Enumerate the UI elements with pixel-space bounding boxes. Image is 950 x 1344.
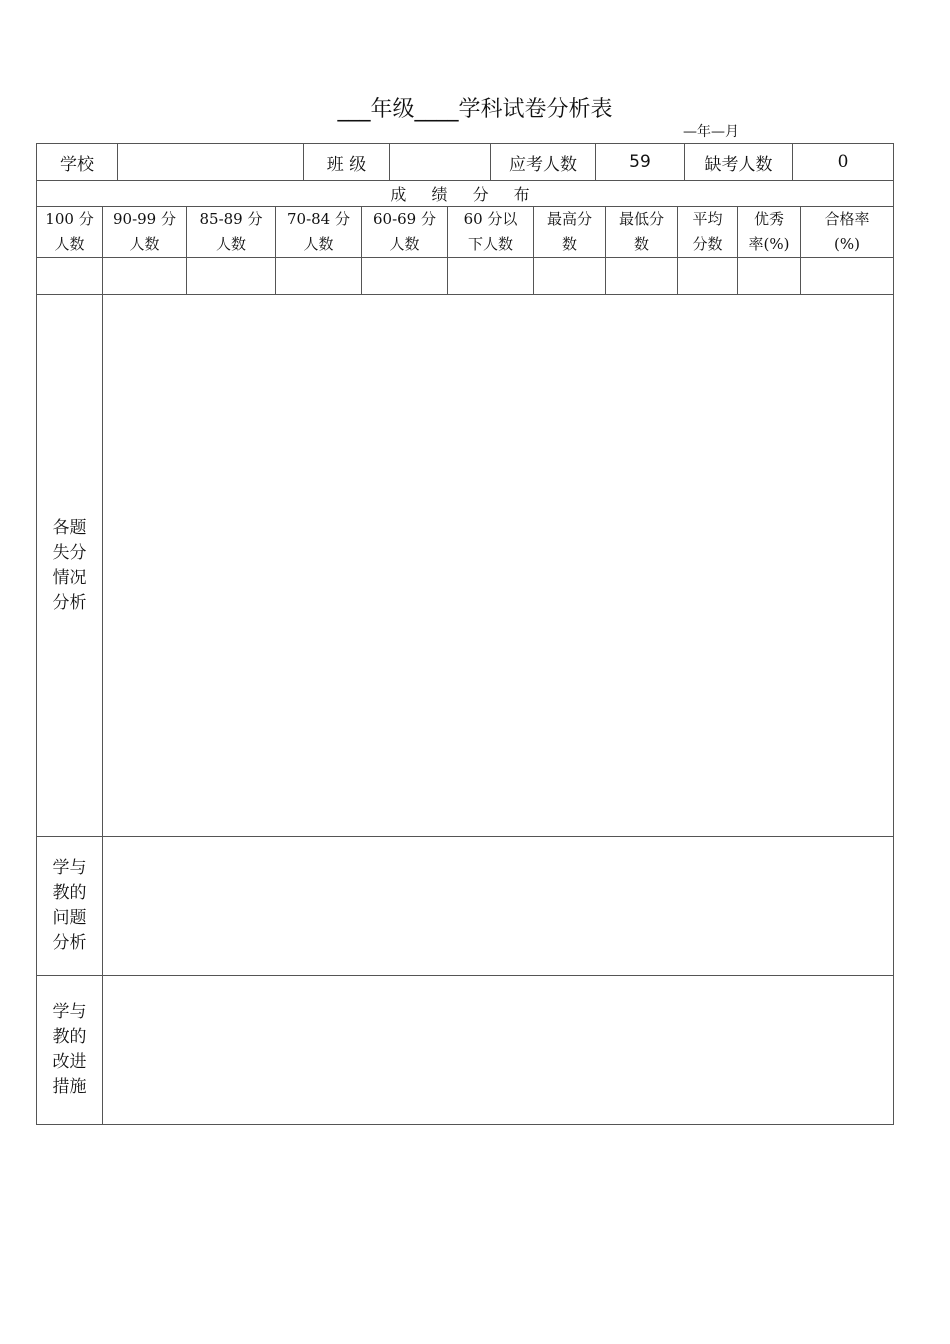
section-label-improvement bbox=[37, 976, 103, 1125]
analysis-table bbox=[36, 180, 894, 1125]
column-header-line: 最高分 bbox=[546, 210, 592, 228]
column-header-8 bbox=[678, 207, 738, 258]
data-cell-2[interactable] bbox=[187, 258, 276, 295]
date-line: —年—月 bbox=[683, 124, 739, 140]
column-header-line: 优秀 bbox=[753, 210, 784, 228]
column-header-line: 最低分 bbox=[618, 210, 664, 228]
class-value-cell[interactable] bbox=[390, 144, 491, 181]
column-header-line: 人数 bbox=[303, 235, 334, 253]
absent-label: 缺考人数 bbox=[685, 144, 793, 181]
school-value-cell[interactable] bbox=[118, 144, 304, 181]
section-label-line: 分析 bbox=[52, 592, 87, 613]
column-header-4 bbox=[362, 207, 448, 258]
absent-value[interactable]: 0 bbox=[793, 144, 894, 181]
section-label-line: 学与 bbox=[52, 1002, 87, 1022]
school-label: 学校 bbox=[37, 144, 118, 181]
column-header-3 bbox=[276, 207, 362, 258]
column-header-line: 人数 bbox=[54, 235, 85, 253]
section-label-line: 教的 bbox=[52, 883, 87, 903]
data-cell-5[interactable] bbox=[448, 258, 534, 295]
column-header-line: 合格率 bbox=[824, 210, 870, 228]
column-header-line: 率(%) bbox=[748, 235, 790, 253]
section-label-line: 学与 bbox=[52, 858, 87, 878]
section-label-line: 改进 bbox=[52, 1052, 87, 1072]
expected-label: 应考人数 bbox=[491, 144, 596, 181]
column-header-line: 数 bbox=[561, 235, 577, 253]
column-header-line: 下人数 bbox=[467, 235, 513, 253]
section-label-item-loss bbox=[37, 295, 103, 837]
column-header-line: 85-89 分 bbox=[199, 210, 263, 228]
column-header-line: 人数 bbox=[389, 235, 420, 253]
data-cell-0[interactable] bbox=[37, 258, 103, 295]
section-label-line: 情况 bbox=[52, 567, 87, 588]
section-label-line: 各题 bbox=[52, 517, 87, 538]
data-cell-9[interactable] bbox=[738, 258, 801, 295]
column-header-line: 60-69 分 bbox=[372, 210, 436, 228]
column-header-row bbox=[37, 207, 894, 258]
section-label-line: 失分 bbox=[52, 542, 87, 563]
data-cell-1[interactable] bbox=[103, 258, 187, 295]
data-cell-4[interactable] bbox=[362, 258, 448, 295]
info-table bbox=[36, 143, 894, 181]
section-label-problem bbox=[37, 837, 103, 976]
column-header-line: 平均 bbox=[692, 210, 723, 228]
data-cell-10[interactable] bbox=[801, 258, 894, 295]
column-header-line: 70-84 分 bbox=[286, 210, 350, 228]
column-header-line: 100 分 bbox=[45, 210, 94, 228]
column-header-5 bbox=[448, 207, 534, 258]
page-title: ___年级____学科试卷分析表 bbox=[337, 97, 613, 122]
column-header-line: 数 bbox=[633, 235, 649, 253]
column-header-line: 人数 bbox=[129, 235, 160, 253]
column-header-0 bbox=[37, 207, 103, 258]
column-header-9 bbox=[738, 207, 801, 258]
problem-analysis-area[interactable] bbox=[103, 837, 894, 976]
info-row bbox=[37, 144, 894, 181]
section-label-line: 教的 bbox=[52, 1027, 87, 1047]
class-label: 班 级 bbox=[304, 144, 390, 181]
data-cell-7[interactable] bbox=[606, 258, 678, 295]
distribution-title: 成 绩 分 布 bbox=[37, 181, 894, 207]
column-header-line: (%) bbox=[834, 235, 860, 253]
data-cell-6[interactable] bbox=[534, 258, 606, 295]
column-header-1 bbox=[103, 207, 187, 258]
section-label-line: 措施 bbox=[52, 1077, 87, 1097]
column-header-2 bbox=[187, 207, 276, 258]
data-row bbox=[37, 258, 894, 295]
column-header-line: 90-99 分 bbox=[112, 210, 176, 228]
column-header-7 bbox=[606, 207, 678, 258]
column-header-line: 人数 bbox=[215, 235, 246, 253]
column-header-10 bbox=[801, 207, 894, 258]
column-header-line: 60 分以 bbox=[463, 210, 518, 228]
section-label-line: 分析 bbox=[52, 933, 87, 953]
data-cell-8[interactable] bbox=[678, 258, 738, 295]
column-header-line: 分数 bbox=[692, 235, 723, 253]
improvement-measures-area[interactable] bbox=[103, 976, 894, 1125]
item-loss-analysis-area[interactable] bbox=[103, 295, 894, 837]
expected-value[interactable]: 59 bbox=[596, 144, 685, 181]
section-label-line: 问题 bbox=[52, 908, 87, 928]
column-header-6 bbox=[534, 207, 606, 258]
data-cell-3[interactable] bbox=[276, 258, 362, 295]
